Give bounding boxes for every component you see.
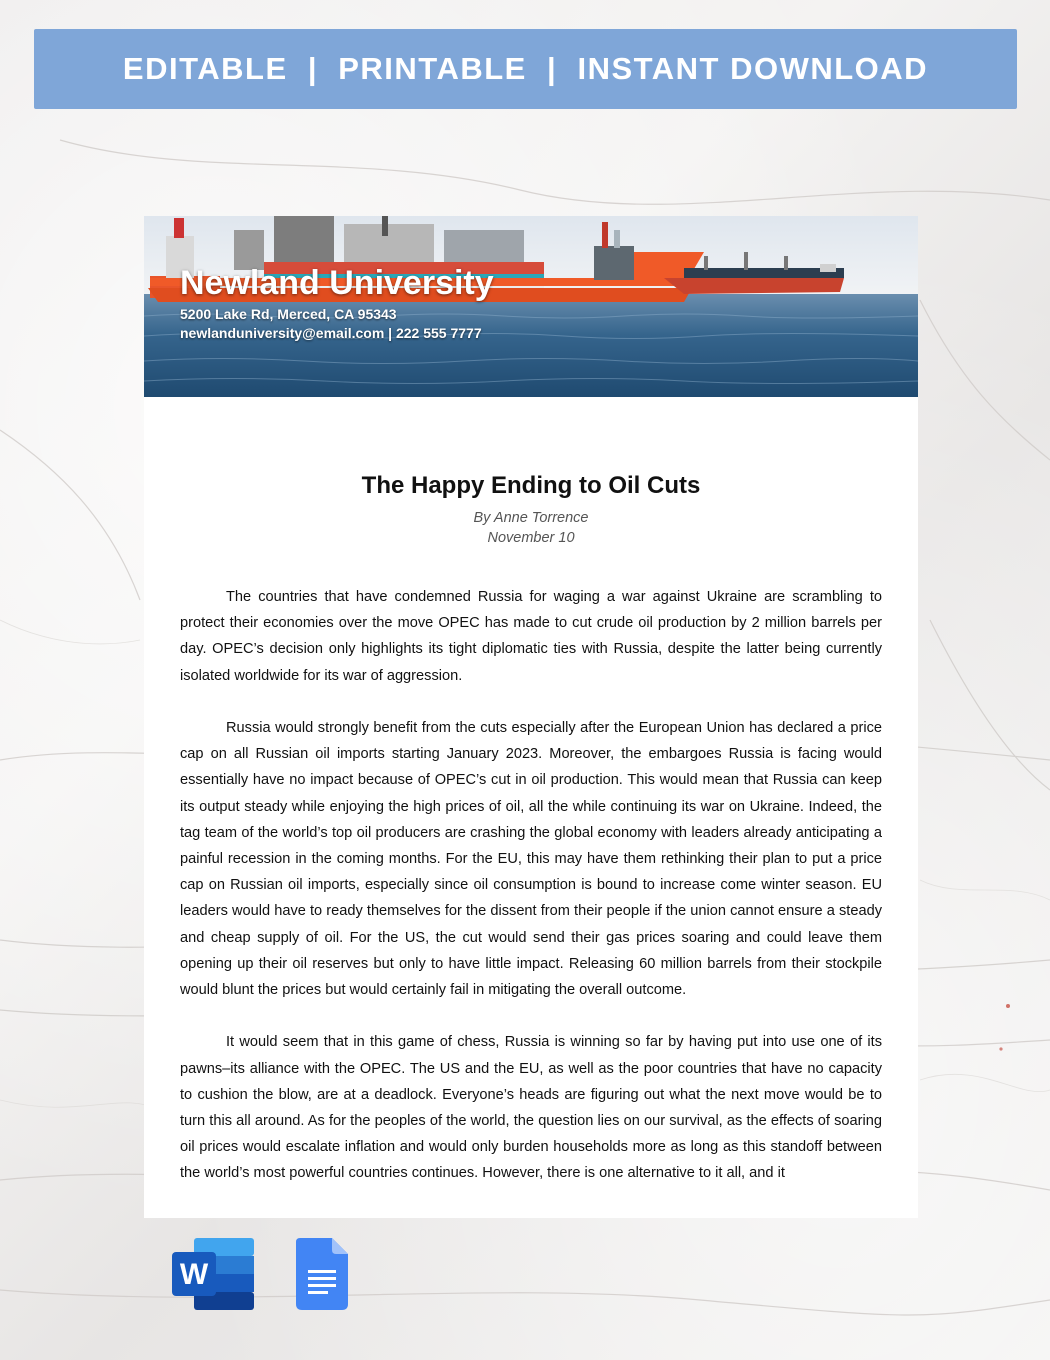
article-date: November 10 (487, 530, 575, 546)
banner-text: EDITABLE | PRINTABLE | INSTANT DOWNLOAD (122, 51, 929, 86)
top-banner (34, 29, 1017, 109)
word-letter: W (179, 1258, 209, 1291)
header-image (144, 216, 918, 397)
microsoft-word-icon[interactable] (172, 1238, 254, 1315)
document-page (144, 216, 918, 1218)
article-byline: By Anne Torrence (473, 510, 589, 526)
university-address: 5200 Lake Rd, Merced, CA 95343 (180, 306, 397, 322)
google-docs-icon[interactable] (296, 1238, 348, 1315)
article-body (180, 584, 882, 1213)
paragraph-1: The countries that have condemned Russia for waging a war against Ukraine are scrambling to protect their economies over the move OPEC has made to cut crude oil production by 2 million barrels per day. OPEC’s decision only highlights its tight diplomatic ties with Russia, despite the latter being currently isolated worldwide for its war of aggression. (180, 589, 882, 684)
paragraph-3: It would seem that in this game of chess, Russia is winning so far by having put into use one of its pawns–its alliance with the OPEC. The US and the EU, as well as the poor countries that have no capacity to cushion the blow, are at a deadlock. Everyone’s heads are figuring out what the next move would be to turn this all around. As for the peoples of the world, the question lies on our survival, as the effects of soaring oil prices would escalate inflation and would only burden households more as long as this standoff between the world’s most powerful countries continues. However, there is one alternative to it all, and it (180, 1034, 882, 1182)
university-contact: newlanduniversity@email.com | 222 555 7777 (180, 325, 482, 341)
paragraph-2: Russia would strongly benefit from the cuts especially after the European Union has declared a price cap on all Russian oil imports starting January 2023. Moreover, the embargoes Russia is facing would essentially have no impact because of OPEC’s cut in oil production. This would mean that Russia can keep its output steady while enjoying the high prices of oil, all the while continuing its war on Ukraine. Indeed, the tag team of the world’s top oil producers are crashing the global economy with leaders already anticipating a painful recession in the coming months. For the EU, this may have them rethinking their plan to put a price cap on Russian oil imports, especially since oil consumption is bound to increase come winter season. EU leaders would have to ready themselves for the dissent from their people if the union cannot ensure a steady and cheap supply of oil. For the US, the cut would send their gas prices soaring and could leave them opening up their oil reserves but only to have little impact. Releasing 60 million barrels from their stockpile would blunt the prices but would certainly fail in mitigating the overall outcome. (180, 720, 882, 999)
article-title: The Happy Ending to Oil Cuts (361, 472, 701, 499)
university-name: Newland University (180, 264, 494, 302)
app-icons (172, 1238, 348, 1315)
